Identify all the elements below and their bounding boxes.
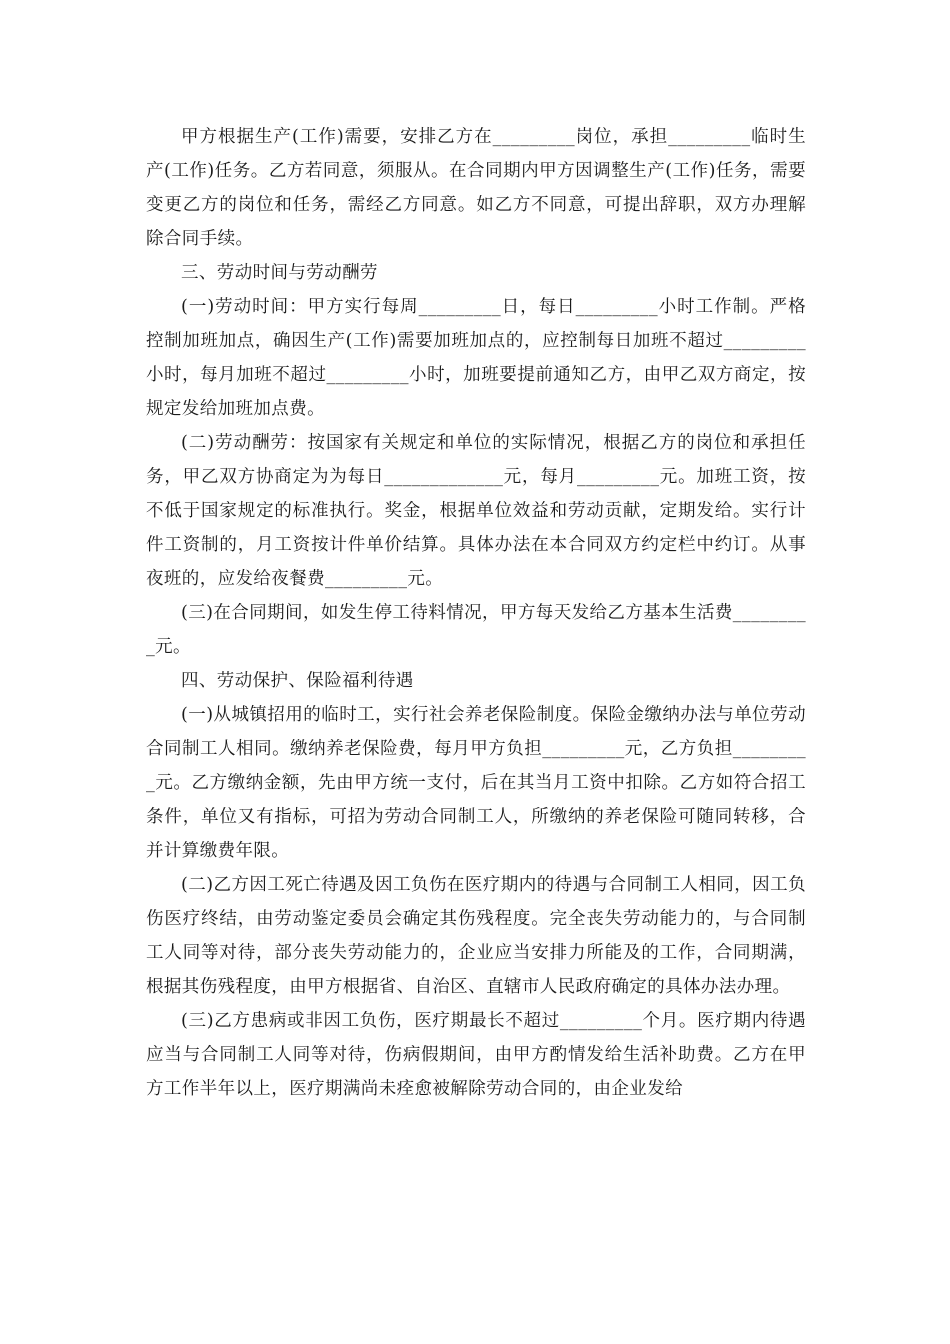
paragraph-sick-leave: (三)乙方患病或非因工负伤，医疗期最长不超过_________个月。医疗期内待遇应当与合同制工人同等对待，伤病假期间，由甲方酌情发给生活补助费。乙方在甲方工作半年以上，医疗期满尚未痊愈被解除劳动合同的，由企业发给 (146, 1011, 806, 1099)
document-body (146, 120, 806, 1106)
paragraph-position-assignment: 甲方根据生产(工作)需要，安排乙方在_________岗位，承担_________临时生产(工作)任务。乙方若同意，须服从。在合同期内甲方因调整生产(工作)任务，需要变更乙方的岗位和任务，需经乙方同意。如乙方不同意，可提出辞职，双方办理解除合同手续。 (146, 127, 806, 249)
paragraph-work-stoppage: (三)在合同期间，如发生停工待料情况，甲方每天发给乙方基本生活费_________元。 (146, 603, 806, 657)
paragraph-pension-insurance: (一)从城镇招用的临时工，实行社会养老保险制度。保险金缴纳办法与单位劳动合同制工人相同。缴纳养老保险费，每月甲方负担_________元，乙方负担_________元。乙方缴纳金额，先由甲方统一支付，后在其当月工资中扣除。乙方如符合招工条件，单位又有指标，可招为劳动合同制工人，所缴纳的养老保险可随同转移，合并计算缴费年限。 (146, 705, 806, 861)
paragraph-working-hours: (一)劳动时间：甲方实行每周_________日，每日_________小时工作制。严格控制加班加点，确因生产(工作)需要加班加点的，应控制每日加班不超过_________小时，每月加班不超过_________小时，加班要提前通知乙方，由甲乙双方商定，按规定发给加班加点费。 (146, 297, 806, 419)
paragraph-work-injury: (二)乙方因工死亡待遇及因工负伤在医疗期内的待遇与合同制工人相同，因工负伤医疗终结，由劳动鉴定委员会确定其伤残程度。完全丧失劳动能力的，与合同制工人同等对待，部分丧失劳动能力的，企业应当安排力所能及的工作，合同期满，根据其伤残程度，由甲方根据省、自治区、直辖市人民政府确定的具体办法办理。 (146, 875, 806, 997)
section-heading-protection-insurance: 四、劳动保护、保险福利待遇 (181, 671, 414, 691)
section-heading-working-hours-pay: 三、劳动时间与劳动酬劳 (181, 263, 378, 283)
paragraph-remuneration: (二)劳动酬劳：按国家有关规定和单位的实际情况，根据乙方的岗位和承担任务，甲乙双方协商定为为每日_____________元，每月_________元。加班工资，按不低于国家规定的标准执行。奖金，根据单位效益和劳动贡献，定期发给。实行计件工资制的，月工资按计件单价结算。具体办法在本合同双方约定栏中约订。从事夜班的，应发给夜餐费_________元。 (146, 433, 806, 589)
